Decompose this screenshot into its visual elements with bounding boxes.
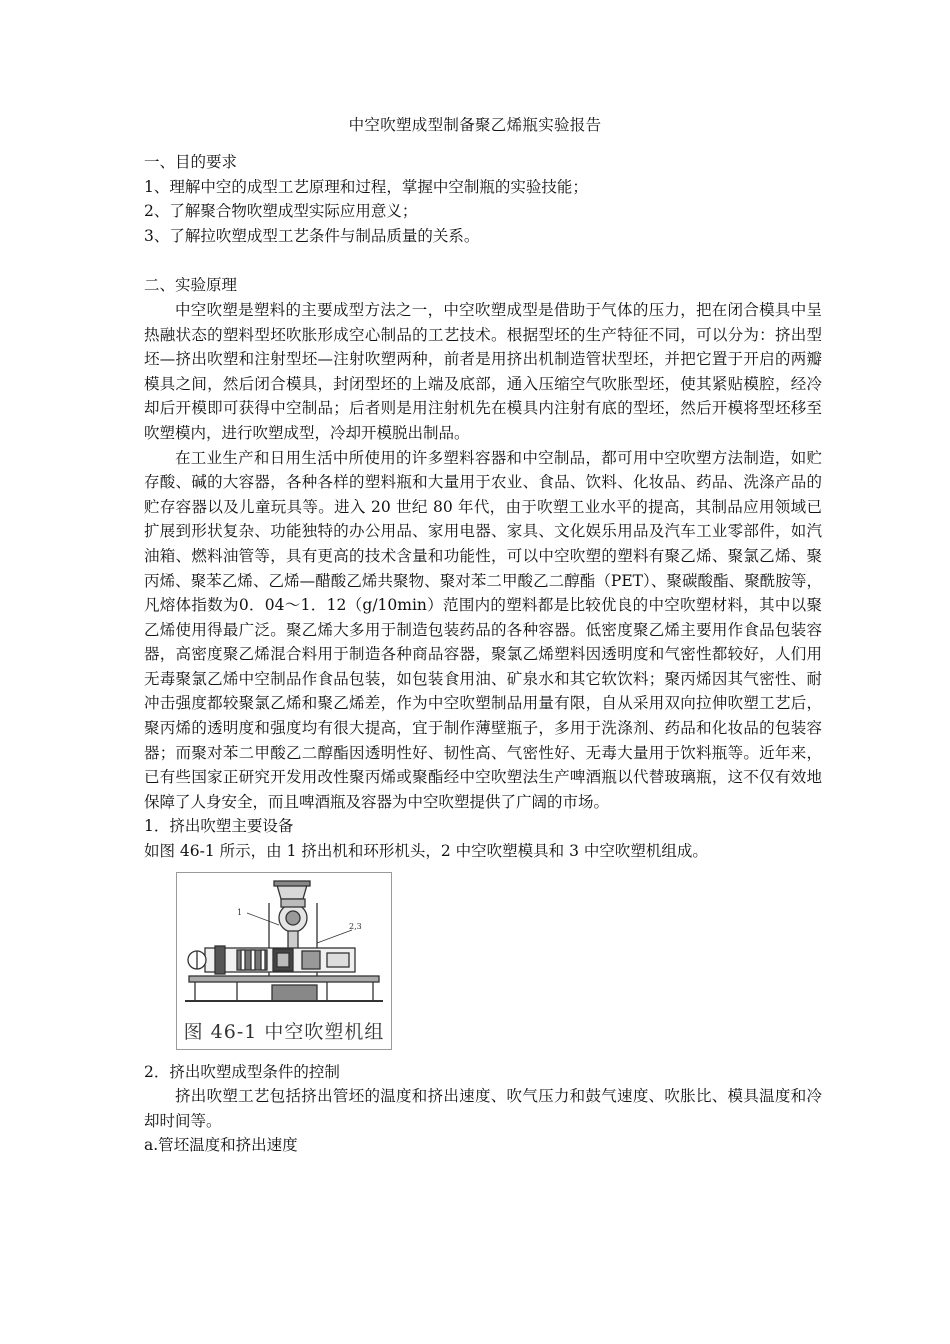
principle-paragraph: 在工业生产和日用生活中所使用的许多塑料容器和中空制品，都可用中空吹塑方法制造，如贮存酸、碱的大容器，各种各样的塑料瓶和大量用于农业、食品、饮料、化妆品、药品、洗涤产品的贮存容器以及儿童玩具等。进入 20 世纪 80 年代，由于吹塑工业水平的提高，其制品应用领域已扩展到形状复杂、功能独特的办公用品、家用电器、家具、文化娱乐用品及汽车工业零部件，如汽油箱、燃料油管等，具有更高的技术含量和功能性，可以中空吹塑的塑料有聚乙烯、聚氯乙烯、聚丙烯、聚苯乙烯、乙烯—醋酸乙烯共聚物、聚对苯二甲酸乙二醇酯（PET）、聚碳酸酯、聚酰胺等，凡熔体指数为0．04～1．12（g/10min）范围内的塑料都是比较优良的中空吹塑材料，其中以聚乙烯使用得最广泛。聚乙烯大多用于制造包装药品的各种容器。低密度聚乙烯主要用作食品包装容器，高密度聚乙烯混合料用于制造各种商品容器，聚氯乙烯塑料因透明度和气密性都较好，人们用无毒聚氯乙烯中空制品作食品包装，如包装食用油、矿泉水和其它软饮料；聚丙烯因其气密性、耐冲击强度都较聚氯乙烯和聚乙烯差，作为中空吹塑制品用量有限，自从采用双向拉伸吹塑工艺后，聚丙烯的透明度和强度均有很大提高，宜于制作薄壁瓶子，多用于洗涤剂、药品和化妆品的包装容器；而聚对苯二甲酸乙二醇酯因透明性好、韧性高、气密性好、无毒大量用于饮料瓶等。近年来，已有些国家正研究开发用改性聚丙烯或聚酯经中空吹塑法生产啤酒瓶以代替玻璃瓶，这不仅有效地保障了人身安全，而且啤酒瓶及容器为中空吹塑提供了广阔的市场。 — [144, 448, 822, 811]
figure-label-1: 1 — [237, 907, 243, 917]
objective-item: 3、了解拉吹塑成型工艺条件与制品质量的关系。 — [144, 226, 480, 245]
subsection-heading: 2．挤出吹塑成型条件的控制 — [144, 1062, 340, 1081]
document-body — [144, 150, 822, 1158]
spacer — [144, 248, 822, 273]
section-heading-objectives: 一、目的要求 — [144, 153, 238, 171]
subsection-text: 挤出吹塑工艺包括挤出管坯的温度和挤出速度、吹气压力和鼓气速度、吹胀比、模具温度和冷却时间等。 — [144, 1087, 822, 1130]
principle-paragraph: 中空吹塑是塑料的主要成型方法之一，中空吹塑成型是借助于气体的压力，把在闭合模具中呈热融状态的塑料型坯吹胀形成空心制品的工艺技术。根据型坯的生产特征不同，可以分为：挤出型坯—挤出吹塑和注射型坯—注射吹塑两种，前者是用挤出机制造管状型坯，并把它置于开启的两瓣模具之间，然后闭合模具，封闭型坯的上端及底部，通入压缩空气吹胀型坯，使其紧贴模腔，经冷却后开模即可获得中空制品；后者则是用注射机先在模具内注射有底的型坯，然后开模将型坯移至吹塑模内，进行吹塑成型，冷却开模脱出制品。 — [144, 300, 822, 442]
figure-label-23: 2,3 — [349, 921, 362, 931]
objective-item: 1、理解中空的成型工艺原理和过程，掌握中空制瓶的实验技能； — [144, 177, 588, 196]
subsection-heading: 1．挤出吹塑主要设备 — [144, 817, 294, 836]
subsection-heading: a.管坯温度和挤出速度 — [144, 1136, 298, 1155]
figure-caption: 图 46-1 中空吹塑机组 — [183, 1021, 385, 1044]
figure-blow-molding-unit — [176, 872, 392, 1050]
section-heading-principle: 二、实验原理 — [144, 276, 238, 295]
subsection-text: 如图 46-1 所示，由 1 挤出机和环形机头，2 中空吹塑模具和 3 中空吹塑机组成。 — [144, 842, 708, 861]
objective-item: 2、了解聚合物吹塑成型实际应用意义； — [144, 202, 418, 221]
page-title: 中空吹塑成型制备聚乙烯瓶实验报告 — [348, 116, 602, 134]
